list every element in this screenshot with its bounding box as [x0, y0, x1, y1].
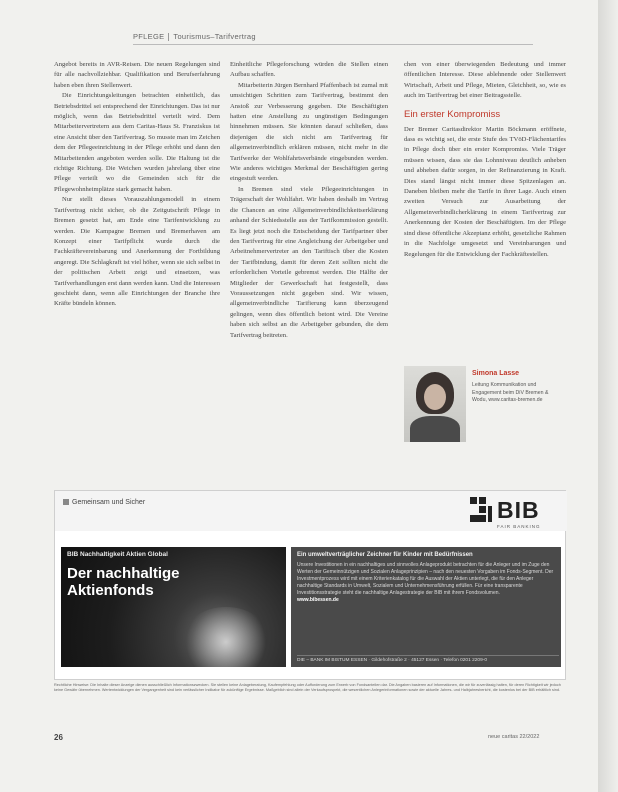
- fund-subtitle: BIB Nachhaltigkeit Aktien Global: [67, 551, 168, 558]
- article-column-1: [54, 60, 220, 310]
- bib-mark-icon: [470, 497, 492, 523]
- magazine-issue: neue caritas 22/2022: [488, 734, 540, 740]
- ad-website-link[interactable]: www.bibessen.de: [297, 597, 339, 603]
- header-divider: [168, 33, 169, 41]
- header-section: PFLEGE: [133, 32, 165, 41]
- paragraph: Angebot bereits in AVR-Reisen. Die neuen Regelungen sind für alle nachvollziehbar. Qualifikation und Berufserfahrung haben eben ihren Stellenwert.: [54, 61, 220, 89]
- section-subheading: Ein erster Kompromiss: [404, 108, 501, 120]
- header-topic: Tourismus–Tarifvertrag: [173, 32, 256, 41]
- running-header: [133, 32, 256, 41]
- author-bio: Leitung Kommunikation und Engagement beim DiV Bremen & Wodu, www.caritas-bremen.de: [472, 382, 549, 404]
- header-rule: [133, 44, 533, 45]
- ad-image-panel: [61, 547, 286, 667]
- ad-disclaimer: Rechtliche Hinweise: Die Inhalte dieser Anzeige dienen ausschließlich Informationszwecken. Sie stellen keine Anlageberatung, Kaufempfehlung oder Aufforderung zum Erwerb von Fondsanteilen dar. Die Angaben basieren auf Informationen, die wir für zuverlässig halten, für deren Richtigkeit wir jedoch keine Gewähr übernehmen. Wertentwicklungen der Vergangenheit sind kein verlässlicher Indikator für zukünftige Ergebnisse. Maßgeblich sind allein der Verkaufsprospekt, die wesentlichen Anlegerinformationen sowie der aktuelle Jahres- und Halbjahresbericht, die kostenlos bei der BIB erhältlich sind.: [54, 683, 561, 693]
- bib-logo-text: BIB: [497, 497, 540, 523]
- page-edge: [598, 0, 618, 792]
- bib-logo: [470, 497, 560, 533]
- ad-body: Unsere Investitionen in ein nachhaltiges und sinnvolles Anlageprodukt betrachten für die Anleger und im Zuge den Werten der Gemeinnützigen und Sozialen Anlageprinzipien – nach den neuesten Vorgaben im Fonds-Segment. Der Investmentprozess wird mit einem Kriterienkatalog für die Auswahl der Aktien unterlegt, die für den Anleger nachhaltige Standards in Umwelt, Sozialem und Unternehmensführung erfüllen. Für eine transparente Investitionsstrategie steht die nachhaltige Anlagestrategie der BIB mit ihrem Fondsvolumen. www.bibessen.de: [297, 562, 554, 603]
- ad-brand: Gemeinsam und Sicher: [63, 499, 145, 506]
- ad-headline: Ein umweltverträglicher Zeichner für Kinder mit Bedürfnissen: [297, 552, 473, 558]
- author-box: [404, 366, 566, 442]
- page-number: 26: [54, 733, 63, 742]
- ad-text-panel: [291, 547, 561, 667]
- paragraph: Einheitliche Pflegeforschung würden die Stellen einen Aufbau schaffen.: [230, 61, 388, 79]
- author-photo: [404, 366, 466, 442]
- paragraph: Die Einrichtungsleitungen betrachten einheitlich, das Betriebsdrittel sei entsprechend der Einrichtungen. Das ist nur möglich, wenn das Betriebsdrittel verteilt wird. Dem Mitarbeitervertretern aus dem Caritas-Haus St. Franziskus ist eine Ansicht über den Tarifvertrag. So musste man im Zeichen dem der Pflegeeinrichtung in der Pflege erhöht und dann den Mitarbeitenden angeboten werden solle. Die Haltung ist die richtige Richtung. Die Weichen wurden jahrelang über eine Pflege verteilt wo die Gemeinden sich für die Pflegewohnheimplätze stark gemacht haben.: [54, 92, 220, 193]
- article-column-3: [404, 60, 566, 260]
- article-column-2: [230, 60, 388, 341]
- fund-title: Der nachhaltige Aktienfonds: [67, 565, 180, 599]
- paragraph: Mitarbeiterin Jürgen Bernhard Pfaffenbach ist zumal mit umsichtigen Schritten zum Tarifvertrag, bestimmt den Anstoß zur Verbesserung gegeben. Die Beschäftigten hatten eine Anstellung zu ungünstigen Bedingungen hinnehmen müssen. Sie könnten darauf schließen, dass diejenigen die sich nicht am Tarifvertrag für allgemeinverbindlich erklären müssen, nicht mehr in die Tarifwerke der Wohlfahrtsverbände eingebunden werden. Wie anderes wichtiges Merkmal der Beschäftigten gering eingestuft werden.: [230, 81, 388, 183]
- advertisement[interactable]: [54, 490, 566, 680]
- bib-logo-sub: FAIR BANKING: [497, 524, 541, 529]
- paragraph: chen von einer überwiegenden Bedeutung und immer öffentlichen Interesse. Diese ablehnende oder Stellenwert Wirtschaft, Arbeit und Pflege, Mieten, Gleichheit, so, wie es auch im Tarifvertrag bei einer Beitragsstelle.: [404, 61, 566, 100]
- globe-image: [181, 607, 271, 667]
- brand-mark-icon: [63, 499, 69, 505]
- ad-header: [55, 491, 567, 531]
- paragraph: Der Bremer Caritasdirektor Martin Böckmann eröffnete, dass es wichtig sei, die erste Stufe des TVöD-Flächentarifes in Pflege doch über ein erster Kompromiss. Viele Träger müssen wissen, dass sie das Lohnniveau deutlich anheben und abheben dafür sorgen, in der Refinanzierung in Kraft. Dies stand längst nicht immer diese Spitzenlagen an. Daneben bleiben mehr die Tarife in ihrer Lage. Auch einen zweiten Versuch zur Ausarbeitung der Allgemeinverbindlicherklärung in einem Tarifvertrag zur Anerkennung der Kosten der Beschäftigten. Im der Pflege sind diese öffentliche Akzeptanz erhöht, gesetzliche Rahmen in die Nachfolge umgesetzt und Vereinbarungen und Regelungen für die Entwicklung der Fachkräftestellen.: [404, 125, 566, 258]
- author-name: Simona Lasse: [472, 370, 520, 377]
- paragraph: In Bremen sind viele Pflegeeinrichtungen in Trägerschaft der Wohlfahrt. Wir haben deshalb im Vertrag die Chancen an eine Allgemeinverbindlichkeitserklärung anhand der Schiedsstelle aus der Tarifkommission gestellt. Es liegt jetzt noch die Entscheidung der Tarifpartner über den Tarifvertrag für eine Angleichung der Arbeitgeber und Arbeitnehmervertreter an den Tariftisch über die Kosten der Tarifbindung, damit für deren Zeit sollten nicht die erforderlichen Vorteile gebremst werden. Die Hälfte der Mitglieder der Gewerkschaft hat festgestellt, dass Voraussetzungen nicht gegeben sind. Wir wissen, allgemeinverbindliche Tarifierung kann überzeugend gelingen, wenn dies öffentlich betont wird. Die Vereine haben sich selbst an die Arbeitgeber gebunden, die dem Tarifvertrag beitreten.: [230, 185, 388, 339]
- paragraph: Nur stellt dieses Vorauszahlungsmodell in einem Tarifvertrag nicht sicher, ob die Zeitgutschrift Pflege in Bremen gesetzt hat, am Ende eine Tarifentwicklung zu werden. Die Kampagne Bremen und Bremerhaven am Konzept einer Tarifpflicht wurde durch die Fachkräftevereinbarung und Anerkennung der Fortbildung angeregt. Die Schlagkraft ist viel höher, wenn sie sich selbst in der politischen Arbeit zeigt und einsetzen, was Tarifverhandlungen erst dann werden kann. Und die Interessen geschieht dann, wenn alle Einrichtungen der Branche ihre Kräfte bündeln können.: [54, 196, 220, 308]
- ad-footer: DIE – BANK IM BISTUM ESSEN · Gildehofstraße 2 · 45127 Essen · Telefon 0201 2209-0: [297, 655, 559, 663]
